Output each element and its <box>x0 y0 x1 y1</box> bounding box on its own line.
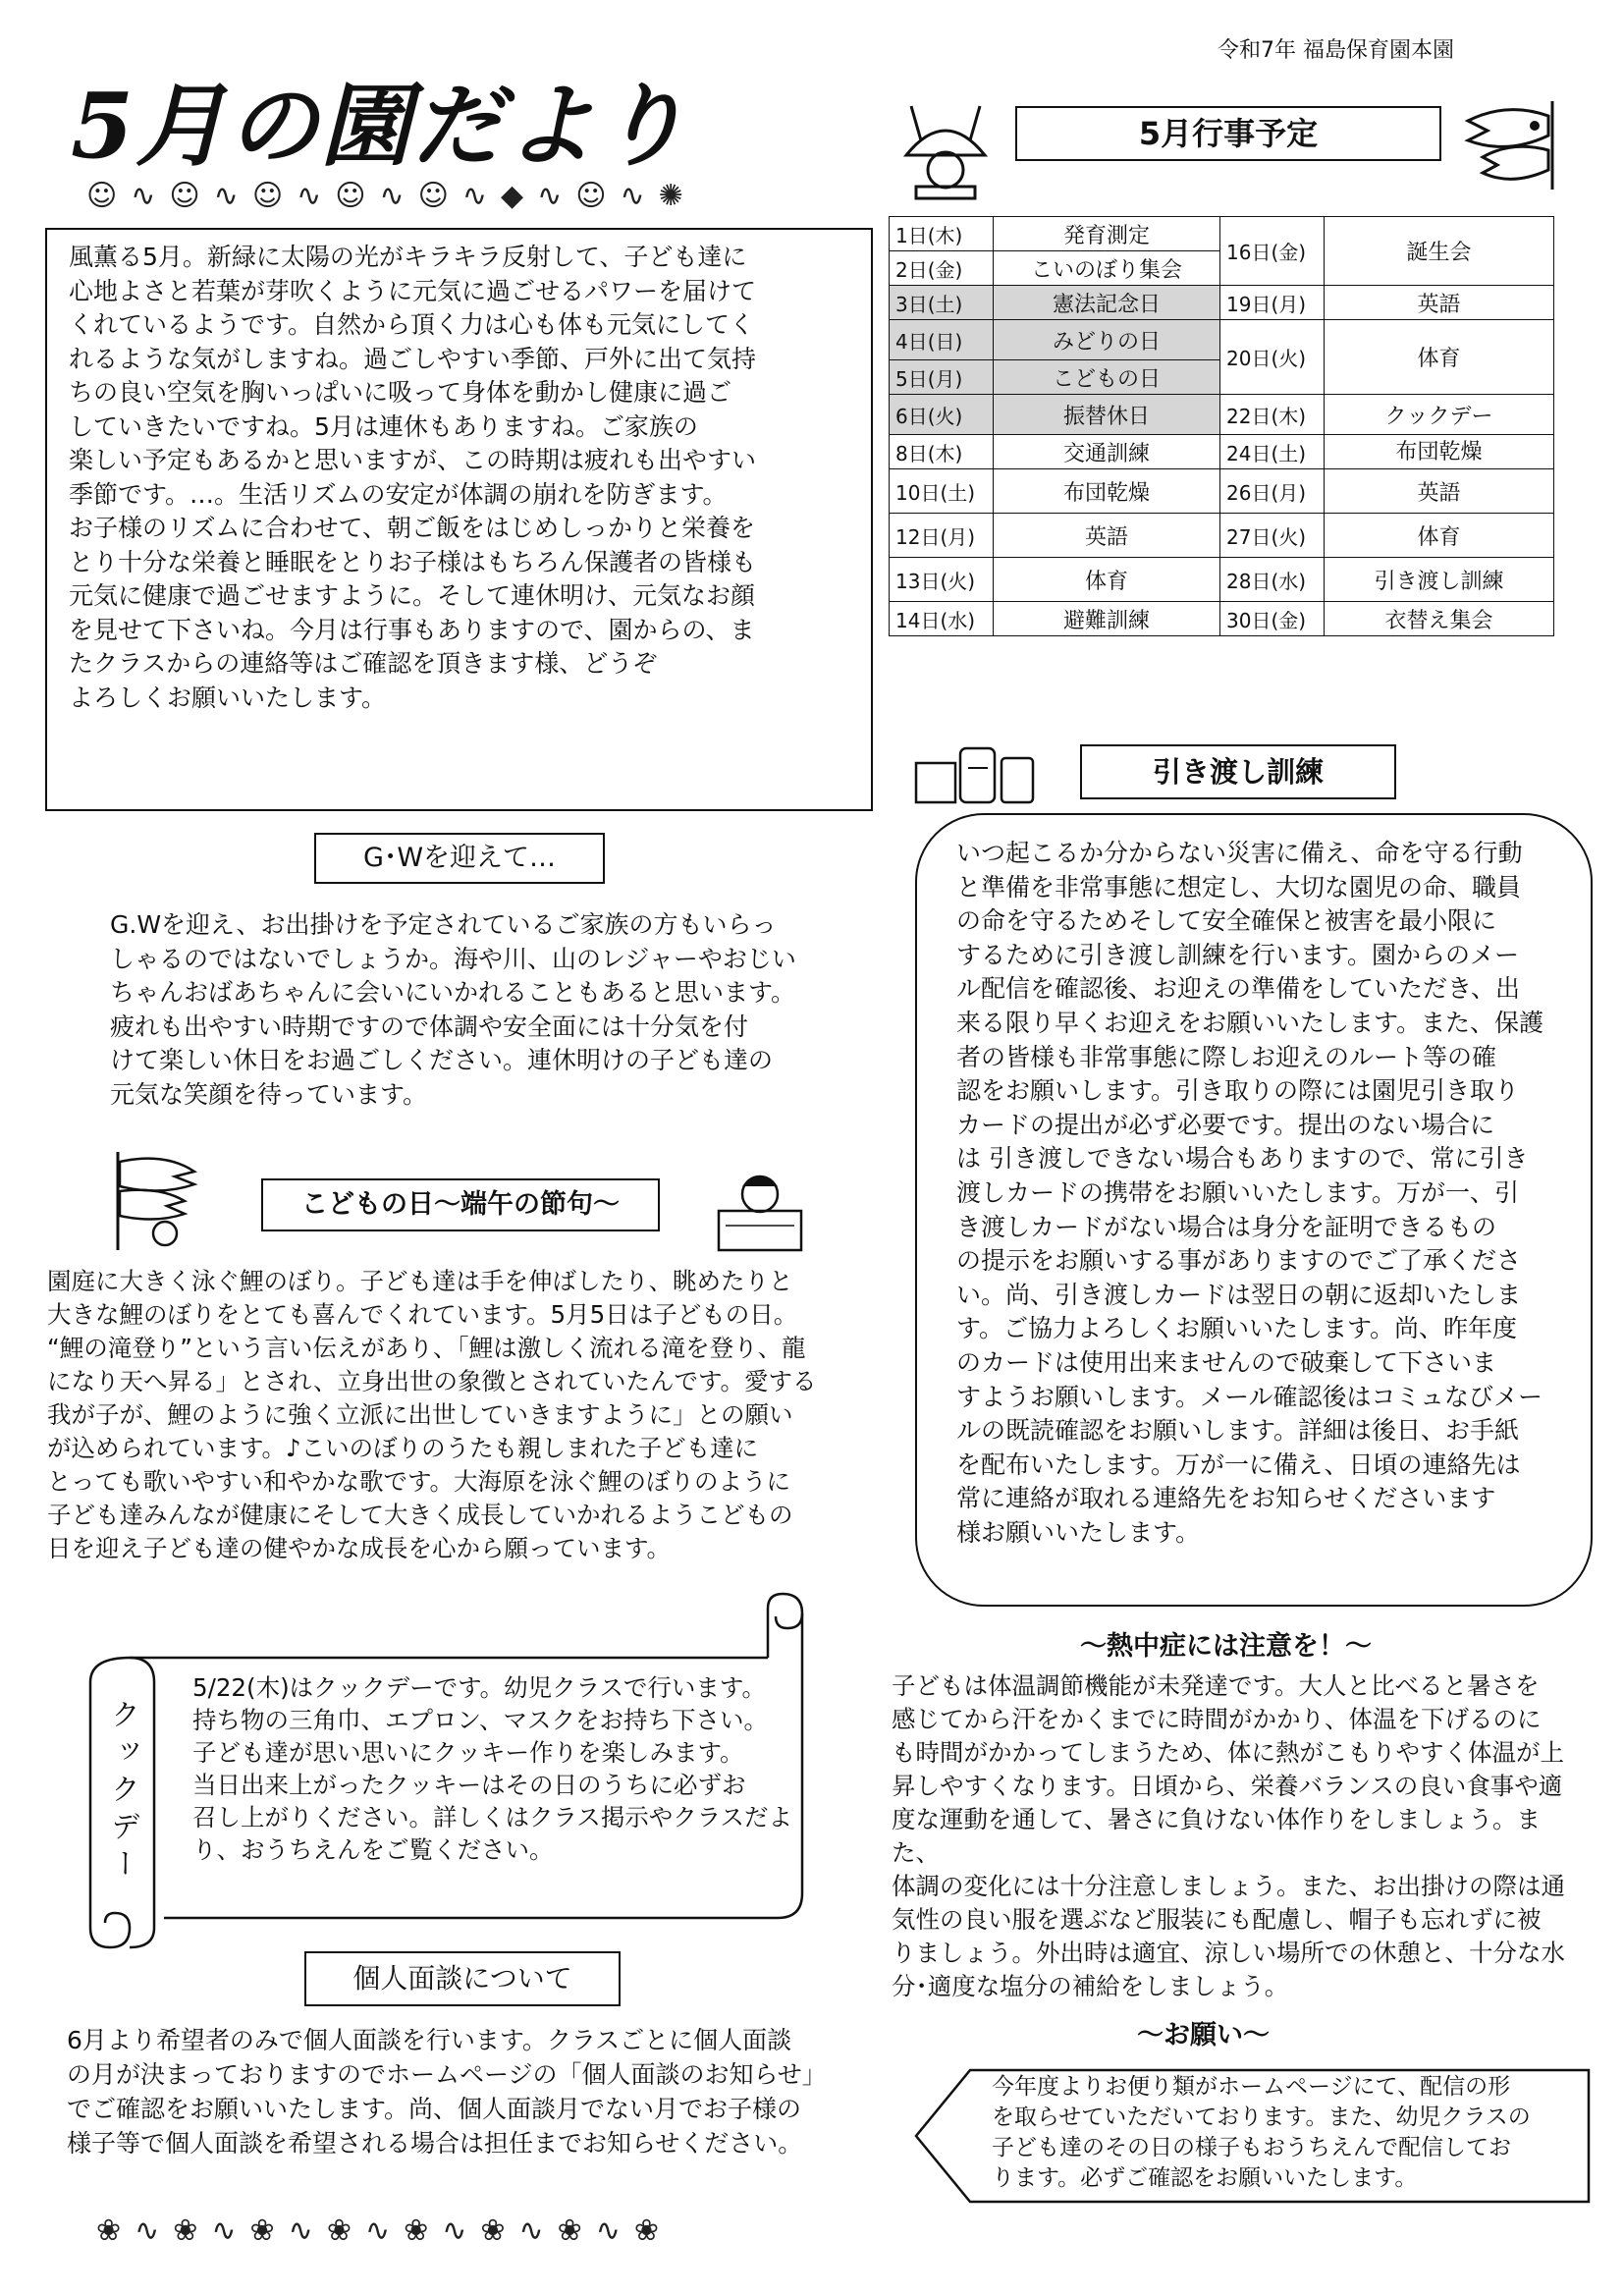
schedule-title: 5月行事予定 <box>1015 106 1441 161</box>
schedule-date: 6日(火) <box>890 395 994 435</box>
schedule-date: 28日(水) <box>1220 558 1325 602</box>
schedule-event: 体育 <box>994 558 1220 602</box>
schedule-date: 30日(金) <box>1220 602 1325 636</box>
schedule-date: 12日(月) <box>890 514 994 558</box>
intro-text: 風薫る5月。新緑に太陽の光がキラキラ反射して、子ども達に 心地よさと若葉が芽吹くように元気に過ごせるパワーを届けて くれているようです。自然から頂く力は心も体も元気にしてく れるような気がしますね。過ごしやすい季節、戸外に出て気持 ちの良い空気を胸いっぱいに吸って身体を動かし健康に過ご していきたいですね。5月は連休もありますね。ご家族の 楽しい予定もあるかと思いますが、この時期は疲れも出やすい 季節です。…。生活リズムの安定が体調の崩れを防ぎます。 お子様のリズムに合わせて、朝ご飯をはじめしっかりと栄養を とり十分な栄養と睡眠をとりお子様はもちろん保護者の皆様も 元気に健康で過ごせますように。そして連休明け、元気なお顔 を見せて下さいね。今月は行事もありますので、園からの、ま たクラスからの連絡等はご確認を頂きます様、どうぞ よろしくお願いいたします。 <box>45 228 873 811</box>
decoration-border-top: ☺∿☺∿☺∿☺∿☺∿◆∿☺∿✺ <box>86 179 697 213</box>
schedule-event: 布団乾燥 <box>994 469 1220 514</box>
koinobori-child-illustration-icon <box>106 1147 214 1259</box>
schedule-date: 10日(土) <box>890 469 994 514</box>
schedule-event: こどもの日 <box>994 360 1220 395</box>
schedule-date: 2日(金) <box>890 251 994 286</box>
gw-text: G.Wを迎え、お出掛けを予定されているご家族の方もいらっ しゃるのではないでしょうか。海や川、山のレジャーやおじい ちゃんおばあちゃんに会いにいかれることもあると思います。 疲れも出やすい時期ですので体調や安全面には十分気を付 けて楽しい休日をお過ごしください。連休明けの子ども達の 元気な笑顔を待っています。 <box>110 910 796 1109</box>
cookday-text: 5/22(木)はクックデーです。幼児クラスで行います。 持ち物の三角巾、エプロン、マスクをお持ち下さい。 子ども達が思い思いにクッキー作りを楽しみます。 当日出来上がったクッキーはその日のうちに必ずお 召し上がりください。詳しくはクラス掲示やクラスだよ り、おうちえんをご覧ください。 <box>192 1673 793 1864</box>
mendan-heading: 個人面談について <box>304 1951 621 2006</box>
schedule-event: 憲法記念日 <box>994 286 1220 320</box>
kodomo-text: 園庭に大きく泳ぐ鯉のぼり。子ども達は手を伸ばしたり、眺めたりと 大きな鯉のぼりをとても喜んでくれています。5月5日は子どもの日。 “鯉の滝登り”という言い伝えがあり、「鯉は激しく流れる滝を登り、龍 になり天へ昇る」とされ、立身出世の象徴とされていたんです。愛する 我が子が、鯉のように強く立派に出世していきますように」との願い が込められています。♪こいのぼりのうたも親しまれた子ども達に とっても歌いやすい和やかな歌です。大海原を泳ぐ鯉のぼりのように 子ども達みんなが健康にそして大きく成長していかれるようこどもの 日を迎え子ども達の健やかな成長を心から願っています。 <box>47 1267 817 1562</box>
schedule-event: 引き渡し訓練 <box>1325 558 1554 602</box>
table-row <box>890 435 1554 469</box>
cookday-label: クックデー <box>105 1699 139 1886</box>
schedule-date: 1日(木) <box>890 217 994 251</box>
hikiwatashi-text: いつ起こるか分からない災害に備え、命を守る行動 と準備を非常事態に想定し、大切な園児の命、職員 の命を守るためそして安全確保と被害を最小限に するために引き渡し訓練を行います。園からのメー ル配信を確認後、お迎えの準備をしていただき、出 来る限り早くお迎えをお願いいたします。また、保護 者の皆様も非常事態に際しお迎えのルート等の確 認をお願いします。引き取りの際には園児引き取り カードの提出が必ず必要です。提出のない場合に は 引き渡しできない場合もありますので、常に引き 渡しカードの携帯をお願いいたします。万が一、引 き渡しカードがない場合は身分を証明できるもの の提示をお願いする事がありますのでご了承くださ い。尚、引き渡しカードは翌日の朝に返却いたしま す。ご協力よろしくお願いいたします。尚、昨年度 のカードは使用出来ませんので破棄して下さいま すようお願いします。メール確認後はコミュなびメー ルの既読確認をお願いします。詳細は後日、お手紙 を配布いたします。万が一に備え、日頃の連絡先は 常に連絡が取れる連絡先をお知らせくださいます 様お願いいたします。 <box>915 813 1593 1607</box>
schedule-event: 振替休日 <box>994 395 1220 435</box>
schedule-event: 交通訓練 <box>994 435 1220 469</box>
heatstroke-text: 子どもは体温調節機能が未発達です。大人と比べると暑さを 感じてから汗をかくまでに時間がかかり、体温を下げるのに も時間がかかってしまうため、体に熱がこもりやすく体温が上 昇しやすくなります。日頃から、栄養バランスの良い食事や適 度な運動を通して、暑さに負けない体作りをしましょう。また、 体調の変化には十分注意しましょう。また、お出掛けの際は通 気性の良い服を選ぶなど服装にも配慮し、帽子も忘れずに被 りましょう。外出時は適宜、涼しい場所での休憩と、十分な水 分･適度な塩分の補給をしましょう。 <box>892 1671 1565 2000</box>
schedule-date: 24日(土) <box>1220 435 1325 469</box>
schedule-date: 22日(木) <box>1220 395 1325 435</box>
schedule-event: みどりの日 <box>994 320 1220 360</box>
schedule-event: 英語 <box>994 514 1220 558</box>
schedule-date: 20日(火) <box>1220 320 1325 395</box>
schedule-date: 4日(日) <box>890 320 994 360</box>
schedule-date: 13日(火) <box>890 558 994 602</box>
schedule-event: 誕生会 <box>1325 217 1554 286</box>
koinobori-illustration-icon <box>1458 96 1566 198</box>
onegai-heading: ～お願い～ <box>1137 2020 1270 2050</box>
table-row <box>890 395 1554 435</box>
table-row <box>890 217 1554 251</box>
onegai-text: 今年度よりお便り類がホームページにて、配信の形 を取らせていただいております。また、幼児クラスの 子ども達のその日の様子もおうちえんで配信してお ります。必ずご確認をお願いいたします。 <box>992 2074 1531 2191</box>
schedule-event: クックデー <box>1325 395 1554 435</box>
schedule-event: 避難訓練 <box>994 602 1220 636</box>
schedule-event: 体育 <box>1325 320 1554 395</box>
table-row <box>890 320 1554 360</box>
schedule-event: こいのぼり集会 <box>994 251 1220 286</box>
schedule-date: 19日(月) <box>1220 286 1325 320</box>
schedule-date: 8日(木) <box>890 435 994 469</box>
schedule-date: 26日(月) <box>1220 469 1325 514</box>
mendan-text: 6月より希望者のみで個人面談を行います。クラスごとに個人面談 の月が決まっておりますのでホームページの「個人面談のお知らせ」 でご確認をお願いいたします。尚、個人面談月でない月でお子様の 様子等で個人面談を希望される場合は担任までお知らせください。 <box>67 2026 827 2158</box>
child-in-box-illustration-icon <box>711 1167 809 1259</box>
table-row <box>890 286 1554 320</box>
gw-heading: G･Wを迎えて… <box>314 833 605 884</box>
schedule-date: 16日(金) <box>1220 217 1325 286</box>
schedule-event: 発育測定 <box>994 217 1220 251</box>
table-row <box>890 514 1554 558</box>
kodomo-heading: こどもの日～端午の節句～ <box>261 1178 660 1231</box>
org-name: 令和7年 福島保育園本園 <box>1218 38 1454 63</box>
schedule-date: 5日(月) <box>890 360 994 395</box>
kabuto-illustration-icon <box>892 96 1000 208</box>
table-row <box>890 558 1554 602</box>
table-row <box>890 602 1554 636</box>
hikiwatashi-heading: 引き渡し訓練 <box>1080 744 1396 799</box>
schedule-event: 布団乾燥 <box>1325 435 1554 469</box>
schedule-event: 英語 <box>1325 286 1554 320</box>
schedule-date: 3日(土) <box>890 286 994 320</box>
emergency-bag-illustration-icon <box>911 738 1039 811</box>
schedule-event: 体育 <box>1325 514 1554 558</box>
event-schedule-table <box>889 216 1554 636</box>
schedule-date: 27日(火) <box>1220 514 1325 558</box>
schedule-event: 衣替え集会 <box>1325 602 1554 636</box>
schedule-date: 14日(水) <box>890 602 994 636</box>
page-title: 5月の園だより <box>71 73 690 179</box>
decoration-border-bottom: ❀∿❀∿❀∿❀∿❀∿❀∿❀∿❀ <box>96 2214 674 2248</box>
schedule-event: 英語 <box>1325 469 1554 514</box>
heatstroke-heading: ～熱中症には注意を！～ <box>1080 1631 1372 1662</box>
